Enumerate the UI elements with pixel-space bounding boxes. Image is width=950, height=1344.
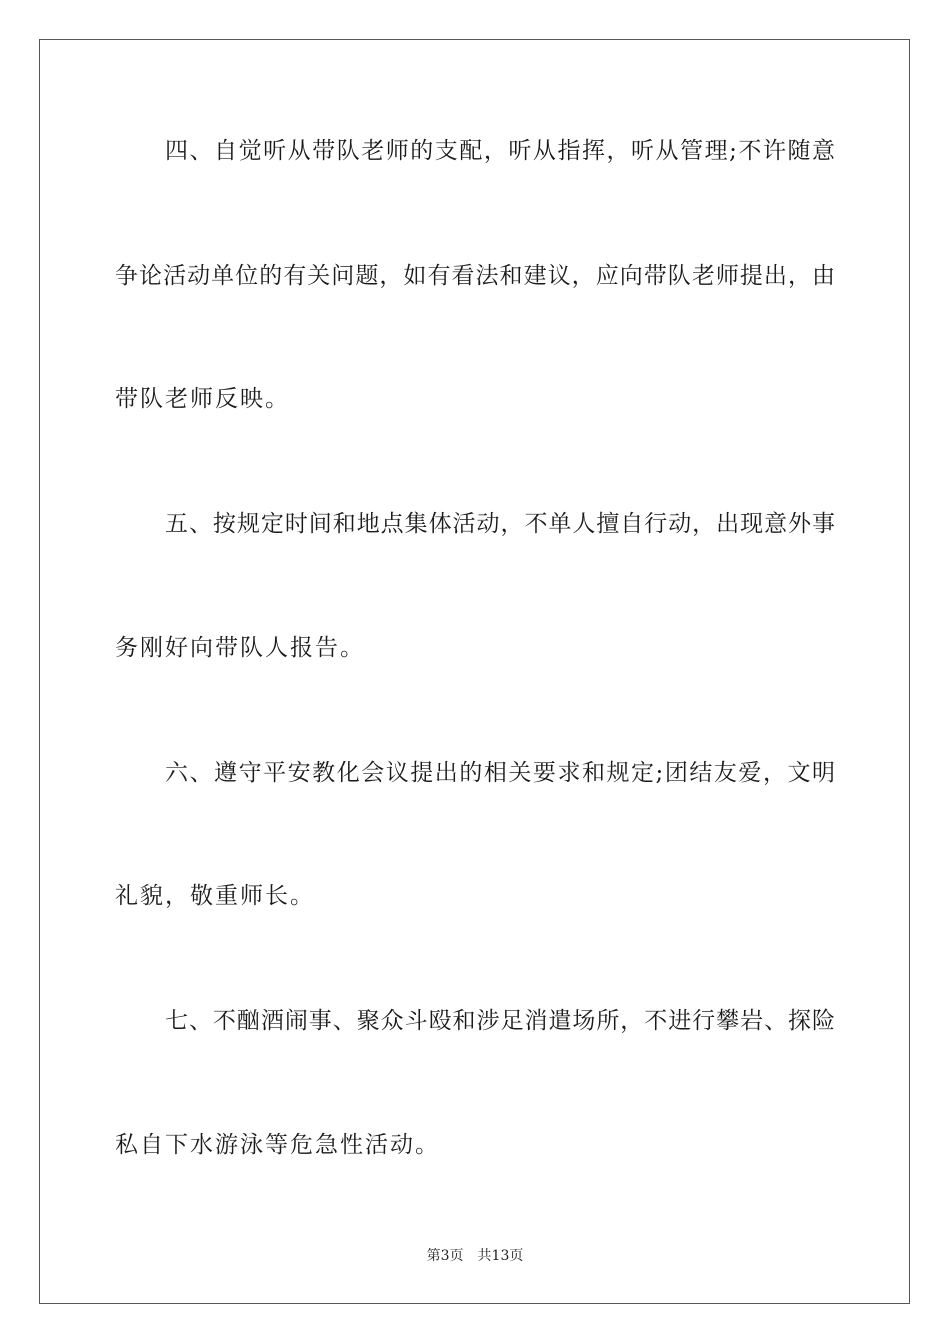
paragraph-line: 争论活动单位的有关问题，如有看法和建议，应向带队老师提出，由	[115, 263, 835, 289]
page-footer	[0, 1247, 950, 1265]
paragraph-line: 带队老师反映。	[115, 386, 290, 412]
page-number: 第3页	[426, 1248, 464, 1264]
paragraph-line: 四、自觉听从带队老师的支配，听从指挥，听从管理;不许随意	[165, 138, 835, 164]
page-border	[39, 39, 910, 1304]
paragraph-line: 务刚好向带队人报告。	[115, 635, 365, 661]
paragraph-line: 七、不酗酒闹事、聚众斗殴和涉足消遣场所，不进行攀岩、探险	[165, 1008, 835, 1034]
page-total: 共13页	[477, 1248, 524, 1264]
paragraph-line: 私自下水游泳等危急性活动。	[115, 1132, 440, 1158]
paragraph-line: 礼貌，敬重师长。	[115, 883, 315, 909]
paragraph-line: 六、遵守平安教化会议提出的相关要求和规定;团结友爱，文明	[165, 760, 835, 786]
paragraph-line: 五、按规定时间和地点集体活动，不单人擅自行动，出现意外事	[165, 511, 835, 537]
